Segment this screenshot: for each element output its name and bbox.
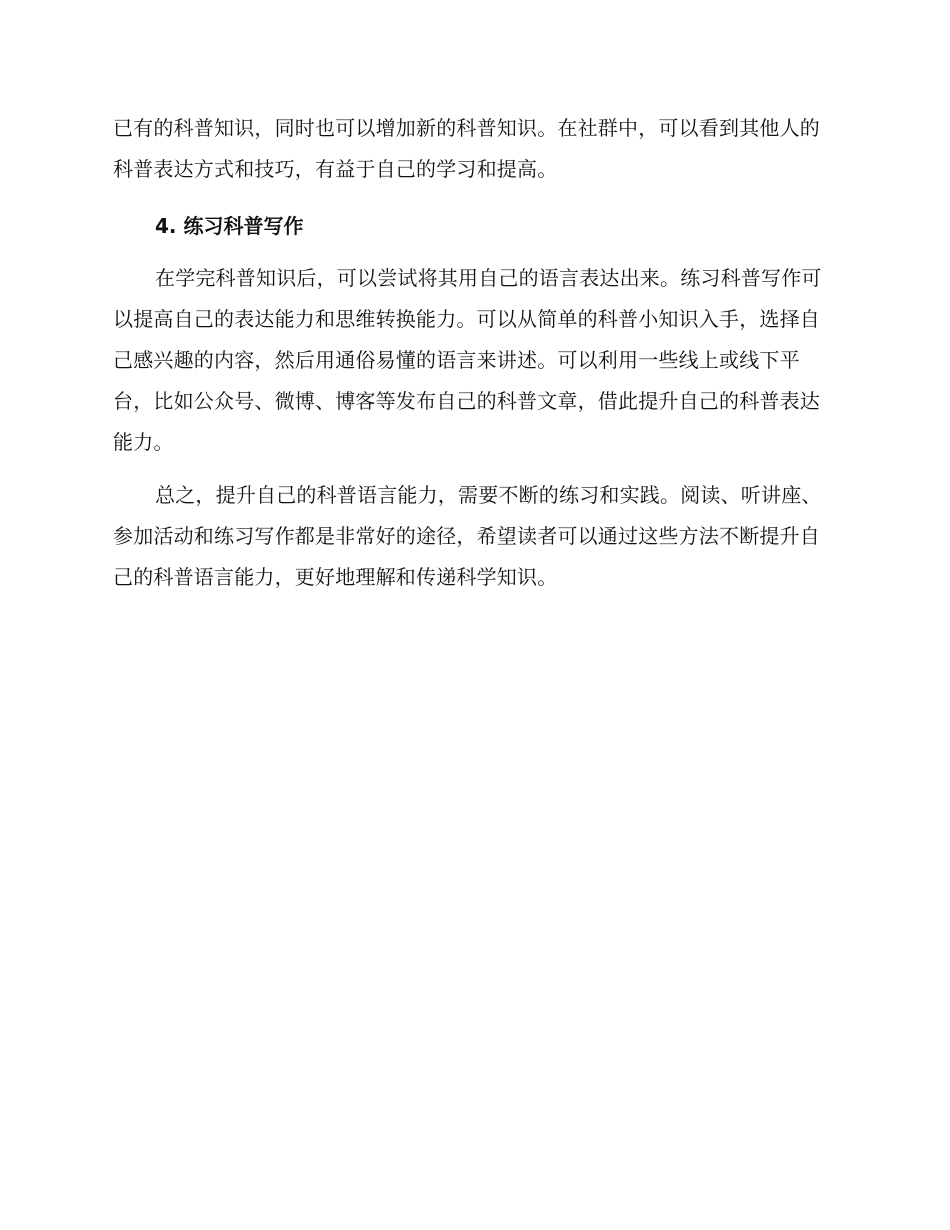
- paragraph-continued: 已有的科普知识，同时也可以增加新的科普知识。在社群中，可以看到其他人的科普表达方式和技巧，有益于自己的学习和提高。: [113, 116, 820, 181]
- paragraph-conclusion: 总之，提升自己的科普语言能力，需要不断的练习和实践。阅读、听讲座、参加活动和练习写作都是非常好的途径，希望读者可以通过这些方法不断提升自己的科普语言能力，更好地理解和传递科学知识。: [113, 483, 822, 589]
- document-body: [113, 108, 833, 598]
- spacer: [113, 463, 833, 475]
- paragraph-writing-practice: 在学完科普知识后，可以尝试将其用自己的语言表达出来。练习科普写作可以提高自己的表达能力和思维转换能力。可以从简单的科普小知识入手，选择自己感兴趣的内容，然后用通俗易懂的语言来讲述。可以利用一些线上或线下平台，比如公众号、微博、博客等发布自己的科普文章，借此提升自己的科普表达能力。: [113, 266, 822, 454]
- section-heading: 4. 练习科普写作: [155, 214, 304, 238]
- spacer: [113, 190, 833, 212]
- spacer: [113, 240, 833, 258]
